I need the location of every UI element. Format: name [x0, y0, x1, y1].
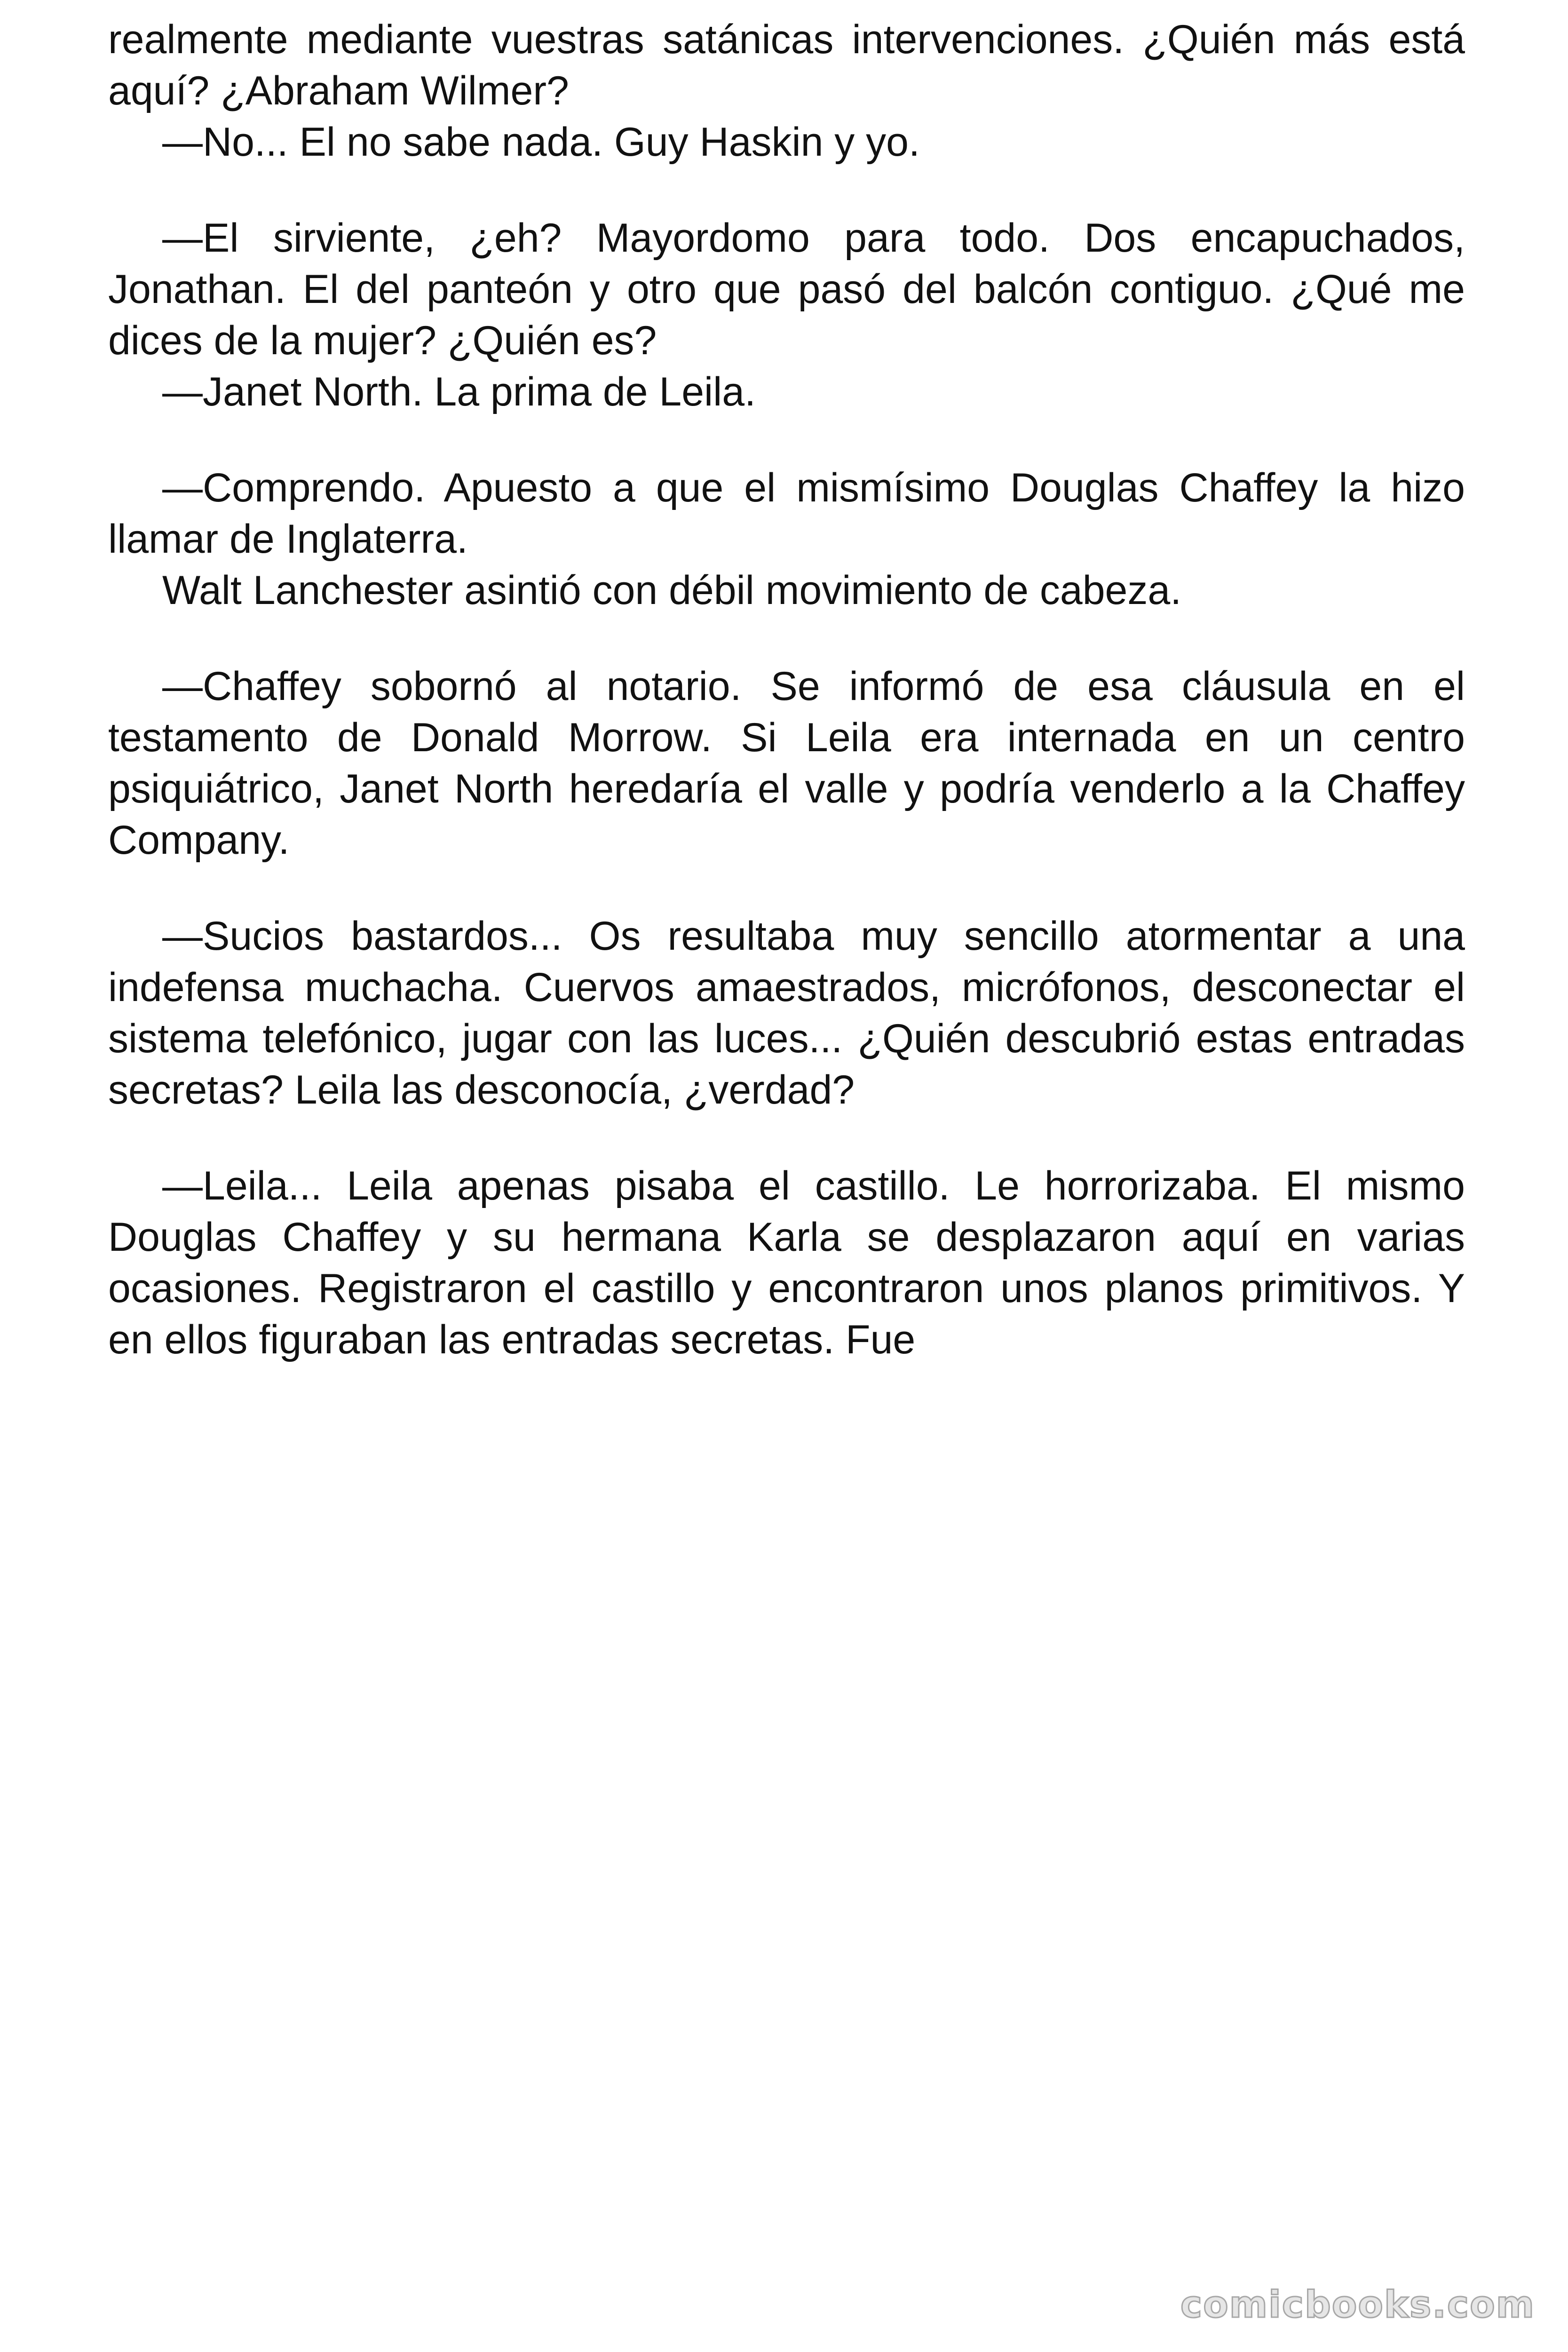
paragraph: —Sucios bastardos... Os resultaba muy sencillo atormentar a una indefensa muchacha. Cuervos amaestrados, micrófonos, desconectar el sistema telefónico, jugar con las luces... ¿Quién descubrió estas entradas secretas? Leila las desconocía, ¿verdad? — [108, 914, 1465, 1112]
paragraph: —Janet North. La prima de Leila. — [162, 369, 756, 414]
paragraph: —Chaffey sobornó al notario. Se informó de esa cláusula en el testamento de Donald Morrow. Si Leila era internada en un centro psiquiátrico, Janet North heredaría el valle y podría venderlo a la Chaffey Company. — [108, 664, 1465, 863]
paragraph: —Leila... Leila apenas pisaba el castillo. Le horrorizaba. El mismo Douglas Chaffey y su hermana Karla se desplazaron aquí en varias ocasiones. Registraron el castillo y encontraron unos planos primitivos. Y en ellos figuraban las entradas secretas. Fue — [108, 1163, 1465, 1362]
watermark: comicbooks.com — [1180, 2284, 1535, 2326]
paragraph: —Comprendo. Apuesto a que el mismísimo Douglas Chaffey la hizo llamar de Inglaterra. — [108, 465, 1465, 562]
paragraph: Walt Lanchester asintió con débil movimiento de cabeza. — [162, 568, 1182, 613]
paragraph: —El sirviente, ¿eh? Mayordomo para todo. Dos encapuchados, Jonathan. El del panteón y otro que pasó del balcón contiguo. ¿Qué me dices de la mujer? ¿Quién es? — [108, 215, 1465, 363]
body-text — [108, 14, 1465, 1366]
paragraph: —No... El no sabe nada. Guy Haskin y yo. — [162, 119, 920, 165]
paragraph: realmente mediante vuestras satánicas intervenciones. ¿Quién más está aquí? ¿Abraham Wilmer? — [108, 17, 1465, 113]
